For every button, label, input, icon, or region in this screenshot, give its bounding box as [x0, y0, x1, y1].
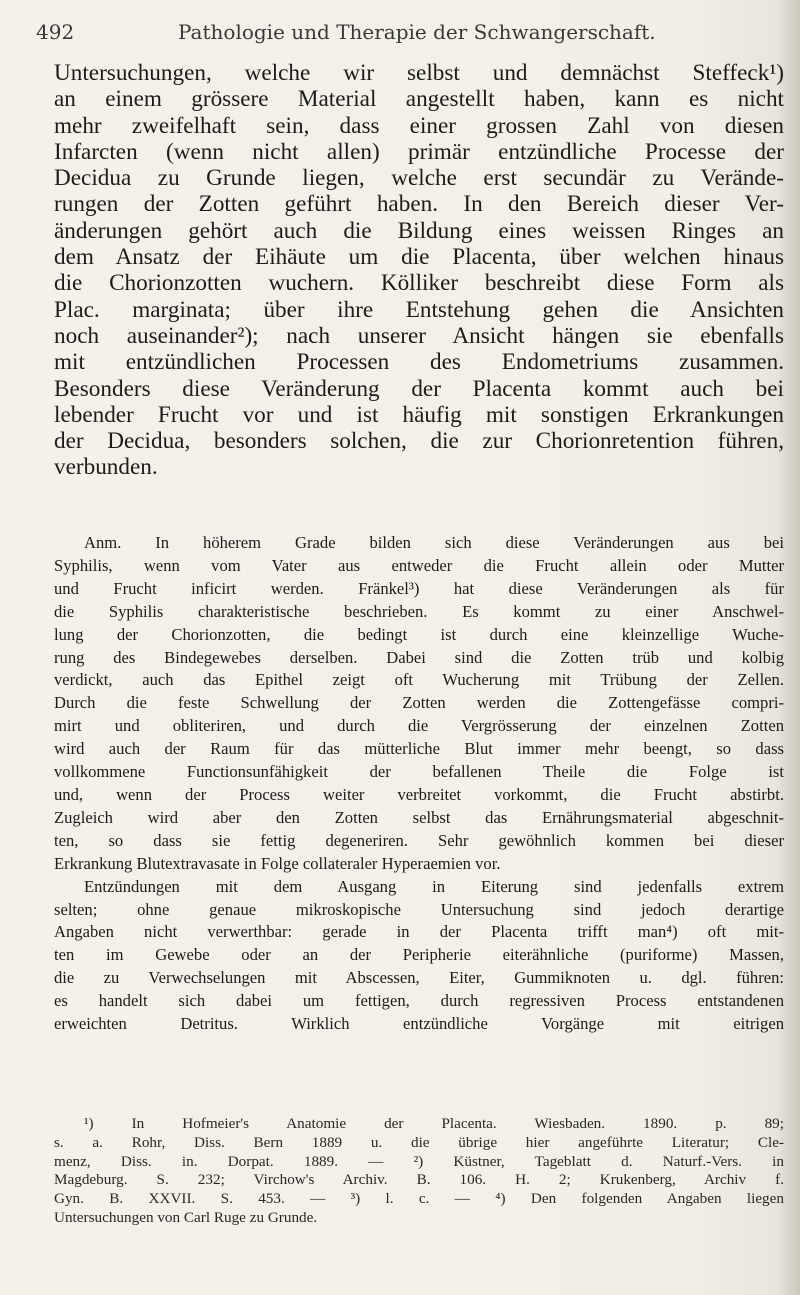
- footnote-line: Untersuchungen von Carl Ruge zu Grunde.: [54, 1208, 318, 1226]
- page-number: 492: [36, 20, 75, 44]
- anm-line: verdickt, auch das Epithel zeigt oft Wucherung mit Trübung der Zellen.: [54, 670, 784, 690]
- anm-line: Durch die feste Schwellung der Zotten werden die Zottengefässe compri-: [54, 693, 784, 713]
- body-line: der Decidua, besonders solchen, die zur Chorionretention führen,: [54, 428, 784, 455]
- body-line: die Chorionzotten wuchern. Kölliker beschreibt diese Form als: [54, 270, 784, 297]
- anm-line: vollkommene Functionsunfähigkeit der befallenen Theile die Folge ist: [54, 762, 784, 782]
- footnote-line: s. a. Rohr, Diss. Bern 1889 u. die übrige hier angeführte Literatur; Cle-: [54, 1133, 784, 1151]
- body-line: änderungen gehört auch die Bildung eines weissen Ringes an: [54, 217, 784, 244]
- body-line: Decidua zu Grunde liegen, welche erst secundär zu Verände-: [54, 165, 784, 192]
- anm-line: die Syphilis charakteristische beschrieben. Es kommt zu einer Anschwel-: [54, 601, 784, 621]
- anm-line: ten, so dass sie fettig degeneriren. Sehr gewöhnlich kommen bei dieser: [54, 830, 784, 850]
- anm-line: rung des Bindegewebes derselben. Dabei sind die Zotten trüb und kolbig: [54, 647, 784, 667]
- body-line: mit entzündlichen Processen des Endometriums zusammen.: [54, 349, 784, 376]
- main-paragraph: [54, 60, 784, 481]
- anm-line: mirt und obliteriren, und durch die Vergrösserung der einzelnen Zotten: [54, 716, 784, 736]
- running-title: Pathologie und Therapie der Schwangerschaft.: [178, 20, 656, 44]
- entz-line: Angaben nicht verwerthbar: gerade in der Placenta trifft man⁴) oft mit-: [54, 922, 784, 942]
- body-line: rungen der Zotten geführt haben. In den Bereich dieser Ver-: [54, 191, 784, 218]
- anm-line: Erkrankung Blutextravasate in Folge collateraler Hyperaemien vor.: [54, 853, 501, 873]
- entz-line: die zu Verwechselungen mit Abscessen, Eiter, Gummiknoten u. dgl. führen:: [54, 968, 784, 988]
- anm-line: und, wenn der Process weiter verbreitet vorkommt, die Frucht abstirbt.: [54, 784, 784, 804]
- body-line: Untersuchungen, welche wir selbst und demnächst Steffeck¹): [54, 60, 784, 86]
- footnotes: [54, 1115, 784, 1228]
- body-line: Infarcten (wenn nicht allen) primär entzündliche Processe der: [54, 138, 784, 165]
- entz-line: selten; ohne genaue mikroskopische Untersuchung sind jedoch derartige: [54, 899, 784, 919]
- body-line: Plac. marginata; über ihre Entstehung gehen die Ansichten: [54, 296, 784, 323]
- anm-line: Anm. In höherem Grade bilden sich diese Veränderungen aus bei: [84, 533, 784, 552]
- body-line: Besonders diese Veränderung der Placenta kommt auch bei: [54, 375, 784, 402]
- footnote-line: ¹) In Hofmeier's Anatomie der Placenta. Wiesbaden. 1890. p. 89;: [84, 1115, 784, 1132]
- body-line: noch auseinander²); nach unserer Ansicht hängen sie ebenfalls: [54, 322, 784, 349]
- body-line: an einem grössere Material angestellt haben, kann es nicht: [54, 86, 784, 113]
- body-line: lebender Frucht vor und ist häufig mit sonstigen Erkrankungen: [54, 401, 784, 428]
- entz-line: erweichten Detritus. Wirklich entzündliche Vorgänge mit eitrigen: [54, 1014, 784, 1034]
- entz-line: Entzündungen mit dem Ausgang in Eiterung sind jedenfalls extrem: [84, 876, 784, 896]
- anm-line: lung der Chorionzotten, die bedingt ist durch eine kleinzellige Wuche-: [54, 624, 784, 644]
- footnote-line: Gyn. B. XXVII. S. 453. — ³) l. c. — ⁴) Den folgenden Angaben liegen: [54, 1190, 784, 1208]
- anm-line: und Frucht inficirt werden. Fränkel³) hat diese Veränderungen als für: [54, 578, 784, 598]
- anm-line: wird auch der Raum für das mütterliche Blut immer mehr beengt, so dass: [54, 739, 784, 759]
- footnote-line: Magdeburg. S. 232; Virchow's Archiv. B. 106. H. 2; Krukenberg, Archiv f.: [54, 1171, 784, 1189]
- body-line: mehr zweifelhaft sein, dass einer grossen Zahl von diesen: [54, 112, 784, 139]
- body-line: dem Ansatz der Eihäute um die Placenta, über welchen hinaus: [54, 244, 784, 271]
- annotation-block: [54, 532, 784, 1036]
- entz-line: ten im Gewebe oder an der Peripherie eiterähnliche (puriforme) Massen,: [54, 945, 784, 965]
- body-line: verbunden.: [54, 454, 158, 481]
- entz-line: es handelt sich dabei um fettigen, durch regressiven Process entstandenen: [54, 991, 784, 1011]
- anm-line: Zugleich wird aber den Zotten selbst das Ernährungsmaterial abgeschnit-: [54, 807, 784, 827]
- anm-line: Syphilis, wenn vom Vater aus entweder die Frucht allein oder Mutter: [54, 555, 784, 575]
- footnote-line: menz, Diss. in. Dorpat. 1889. — ²) Küstner, Tageblatt d. Naturf.-Vers. in: [54, 1152, 784, 1170]
